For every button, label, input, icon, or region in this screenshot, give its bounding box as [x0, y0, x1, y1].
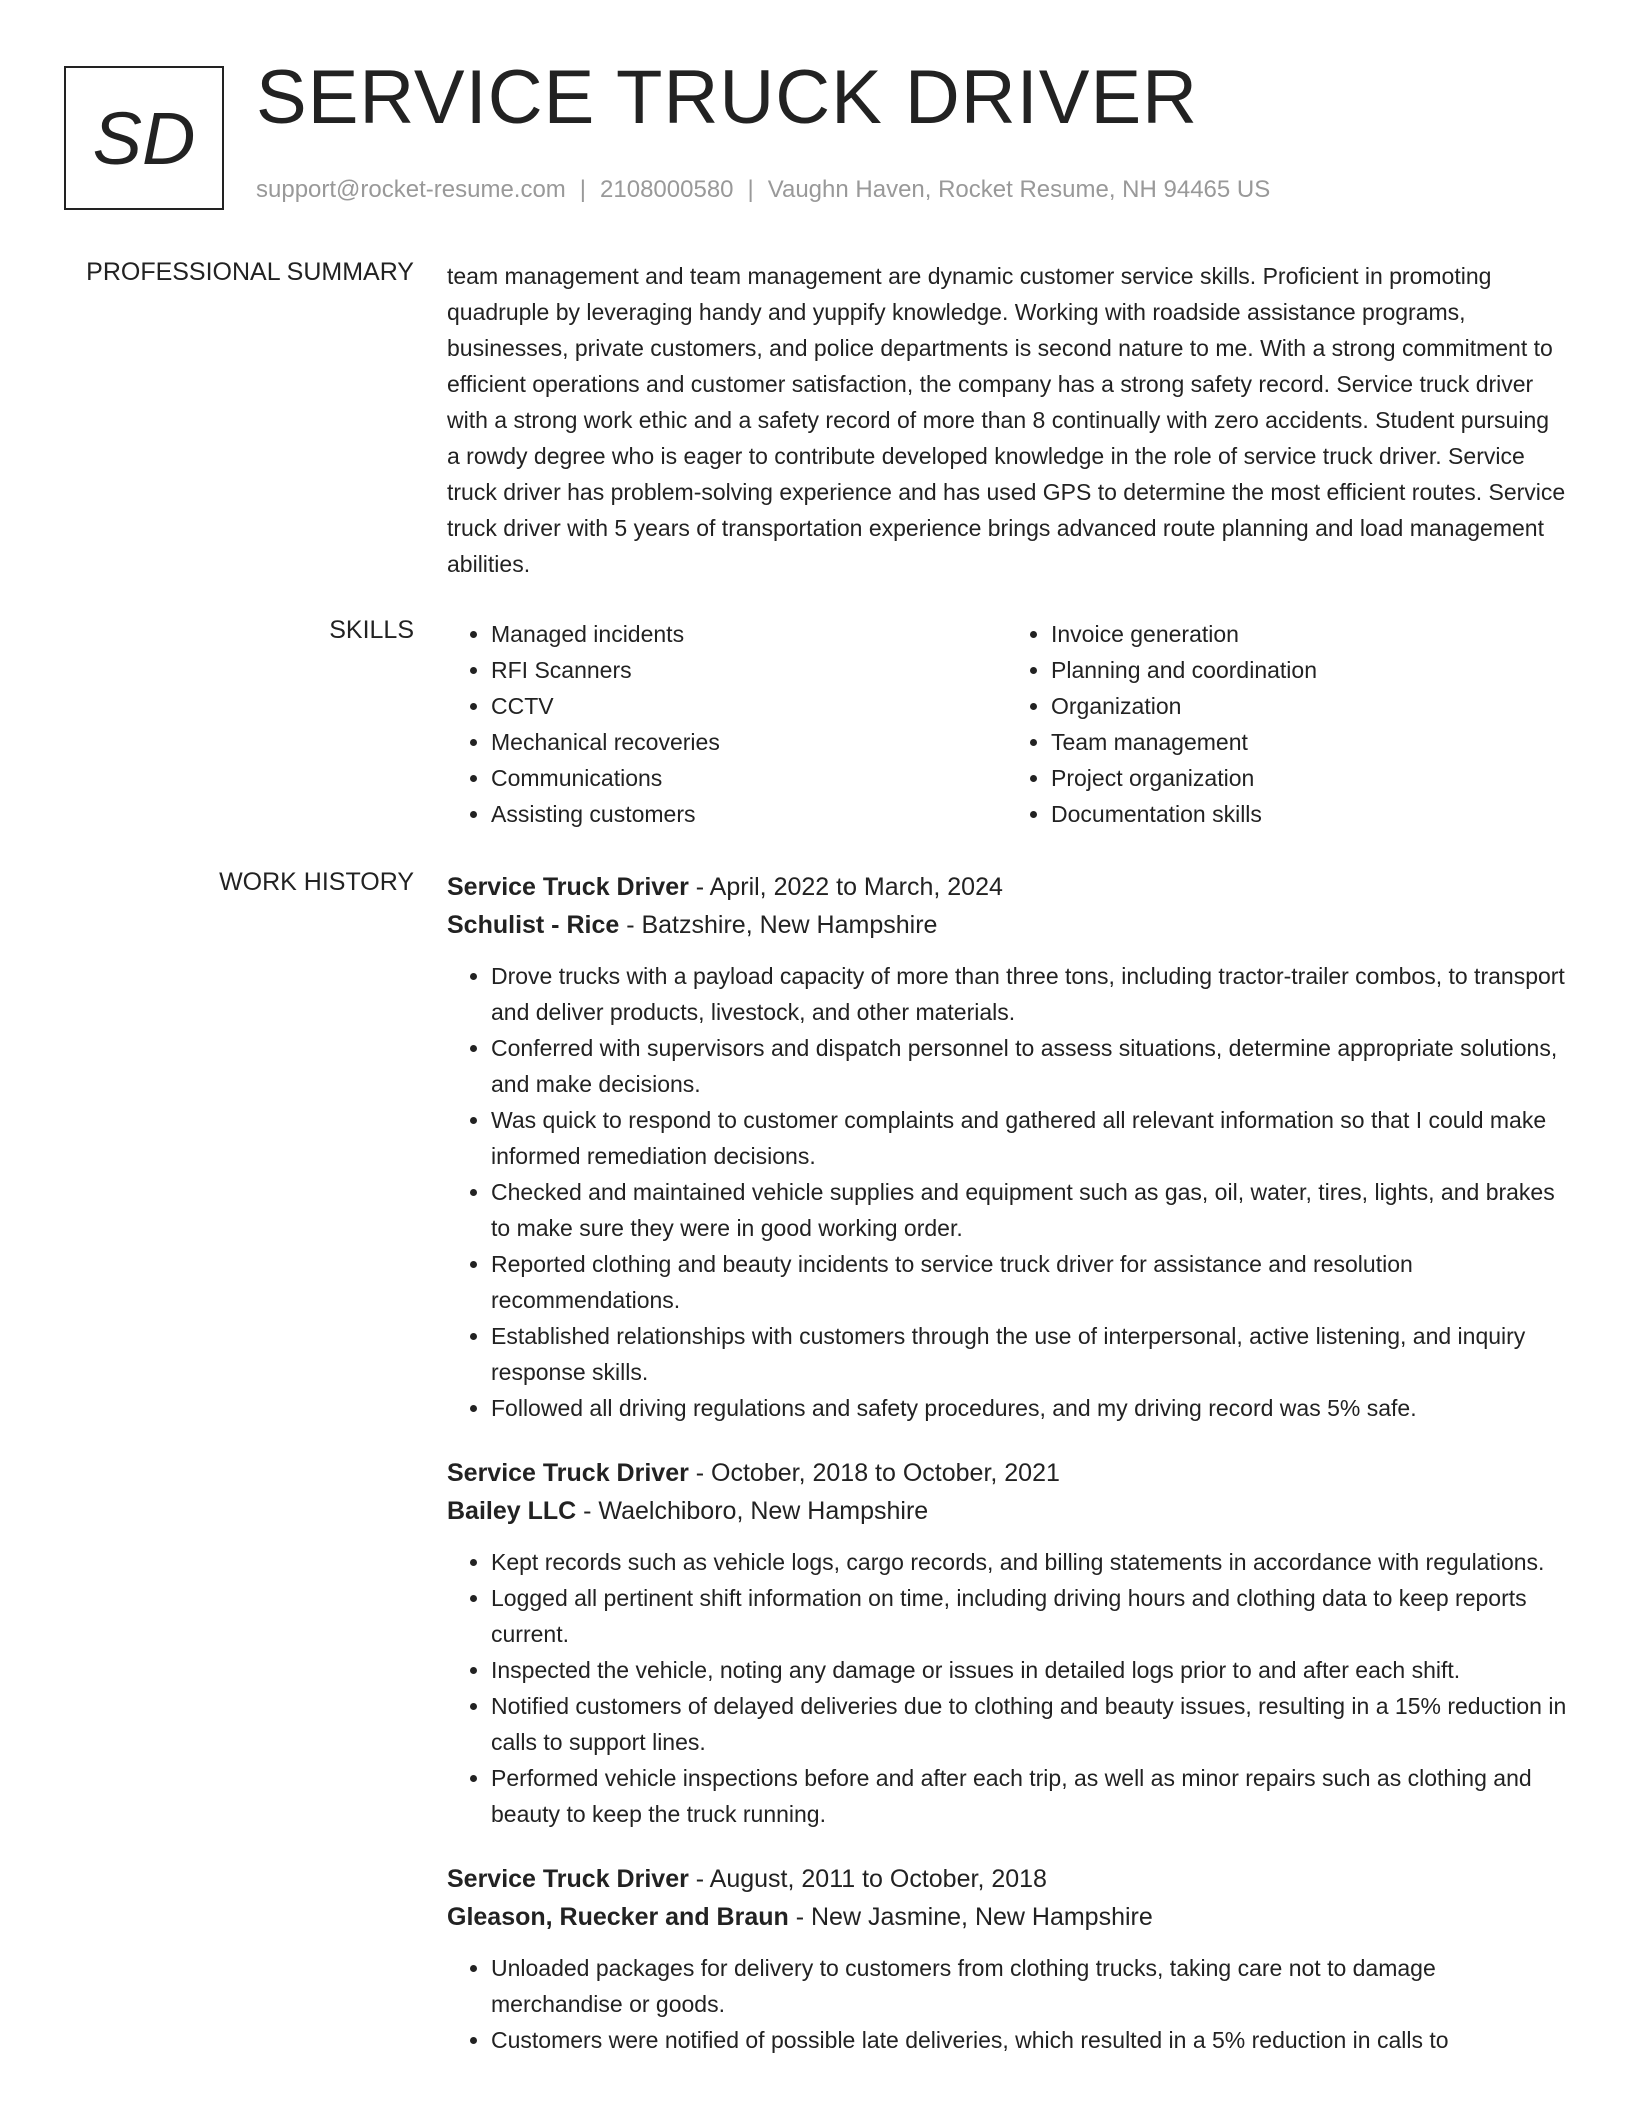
job-location: - Batzshire, New Hampshire — [619, 911, 938, 939]
job-company-line — [447, 1898, 1567, 1936]
job-dates: - August, 2011 to October, 2018 — [688, 1865, 1047, 1893]
job-dates: - October, 2018 to October, 2021 — [688, 1459, 1060, 1487]
summary-text: team management and team management are dynamic customer service skills. Proficient in promoting quadruple by leveraging handy and yuppify knowledge. Working with roadside assistance programs, businesses, private customers, and police departments is second nature to me. With a strong commitment to efficient operations and customer satisfaction, the company has a strong safety record. Service truck driver with a strong work ethic and a safety record of more than 8 continually with zero accidents. Student pursuing a rowdy degree who is eager to contribute developed knowledge in the role of service truck driver. Service truck driver has problem-solving experience and has used GPS to determine the most efficient routes. Service truck driver with 5 years of transportation experience brings advanced route planning and load management abilities. — [447, 263, 1566, 577]
job-title-line — [447, 1454, 1567, 1492]
skill-item: • Documentation skills — [1051, 796, 1567, 832]
job-location: - Waelchiboro, New Hampshire — [576, 1497, 929, 1525]
skills-list-left — [447, 616, 1007, 832]
job-title-line — [447, 1860, 1567, 1898]
job-company-line — [447, 1492, 1567, 1530]
job-location: - New Jasmine, New Hampshire — [788, 1903, 1153, 1931]
skill-item: • Team management — [1051, 724, 1567, 760]
list-item: • Conferred with supervisors and dispatch personnel to assess situations, determine appropriate solutions, and make decisions. — [491, 1030, 1567, 1102]
job-company: Bailey LLC — [447, 1497, 577, 1525]
list-item: • Drove trucks with a payload capacity of more than three tons, including tractor-trailer combos, to transport and deliver products, livestock, and other materials. — [491, 958, 1567, 1030]
work-history-heading: WORK HISTORY — [219, 868, 414, 896]
job-bullets — [447, 1544, 1567, 1832]
skill-item: • Organization — [1051, 688, 1567, 724]
list-item: • Performed vehicle inspections before and after each trip, as well as minor repairs such as clothing and beauty to keep the truck running. — [491, 1760, 1567, 1832]
job-company-line — [447, 906, 1567, 944]
list-item: • Unloaded packages for delivery to customers from clothing trucks, taking care not to damage merchandise or goods. — [491, 1950, 1567, 2022]
summary-heading: PROFESSIONAL SUMMARY — [86, 258, 414, 286]
job-bullets — [447, 1950, 1567, 2058]
job-bullets — [447, 958, 1567, 1426]
skill-item: • Communications — [491, 760, 1007, 796]
list-item: • Notified customers of delayed deliveries due to clothing and beauty issues, resulting in a 15% reduction in calls to support lines. — [491, 1688, 1567, 1760]
list-item: • Inspected the vehicle, noting any damage or issues in detailed logs prior to and after each shift. — [491, 1652, 1567, 1688]
skills-list-right — [1007, 616, 1567, 832]
email-text: support@rocket-resume.com — [256, 176, 566, 203]
list-item: • Logged all pertinent shift information on time, including driving hours and clothing data to keep reports current. — [491, 1580, 1567, 1652]
skill-item: • Mechanical recoveries — [491, 724, 1007, 760]
list-item: • Followed all driving regulations and safety procedures, and my driving record was 5% safe. — [491, 1390, 1567, 1426]
job-entry — [447, 1454, 1567, 1832]
skill-item: • Planning and coordination — [1051, 652, 1567, 688]
address-text: Vaughn Haven, Rocket Resume, NH 94465 US — [767, 176, 1271, 203]
separator: | — [747, 176, 754, 203]
job-role: Service Truck Driver — [447, 873, 689, 901]
job-company: Schulist - Rice — [447, 911, 620, 939]
skill-item: • RFI Scanners — [491, 652, 1007, 688]
skill-item: • Project organization — [1051, 760, 1567, 796]
job-company: Gleason, Ruecker and Braun — [447, 1903, 789, 1931]
job-title-line — [447, 868, 1567, 906]
work-history-body — [447, 868, 1567, 2086]
list-item: • Established relationships with customers through the use of interpersonal, active listening, and inquiry response skills. — [491, 1318, 1567, 1390]
skill-item: • CCTV — [491, 688, 1007, 724]
job-role: Service Truck Driver — [447, 1459, 689, 1487]
list-item: • Kept records such as vehicle logs, cargo records, and billing statements in accordance with regulations. — [491, 1544, 1567, 1580]
skill-item: • Assisting customers — [491, 796, 1007, 832]
page-title: SERVICE TRUCK DRIVER — [256, 55, 1199, 140]
list-item: • Checked and maintained vehicle supplies and equipment such as gas, oil, water, tires, lights, and brakes to make sure they were in good working order. — [491, 1174, 1567, 1246]
contact-line — [256, 176, 1270, 204]
monogram-badge: SD — [64, 66, 224, 210]
list-item: • Was quick to respond to customer complaints and gathered all relevant information so that I could make informed remediation decisions. — [491, 1102, 1567, 1174]
job-dates: - April, 2022 to March, 2024 — [688, 873, 1003, 901]
separator: | — [579, 176, 587, 203]
list-item: • Customers were notified of possible late deliveries, which resulted in a 5% reduction in calls to — [491, 2022, 1567, 2058]
skills-columns — [447, 616, 1567, 832]
job-entry — [447, 868, 1567, 1426]
job-role: Service Truck Driver — [447, 1865, 689, 1893]
list-item: • Reported clothing and beauty incidents to service truck driver for assistance and resolution recommendations. — [491, 1246, 1567, 1318]
skill-item: • Managed incidents — [491, 616, 1007, 652]
skills-heading: SKILLS — [329, 616, 414, 644]
skill-item: • Invoice generation — [1051, 616, 1567, 652]
job-entry — [447, 1860, 1567, 2058]
phone-text: 2108000580 — [600, 176, 734, 203]
